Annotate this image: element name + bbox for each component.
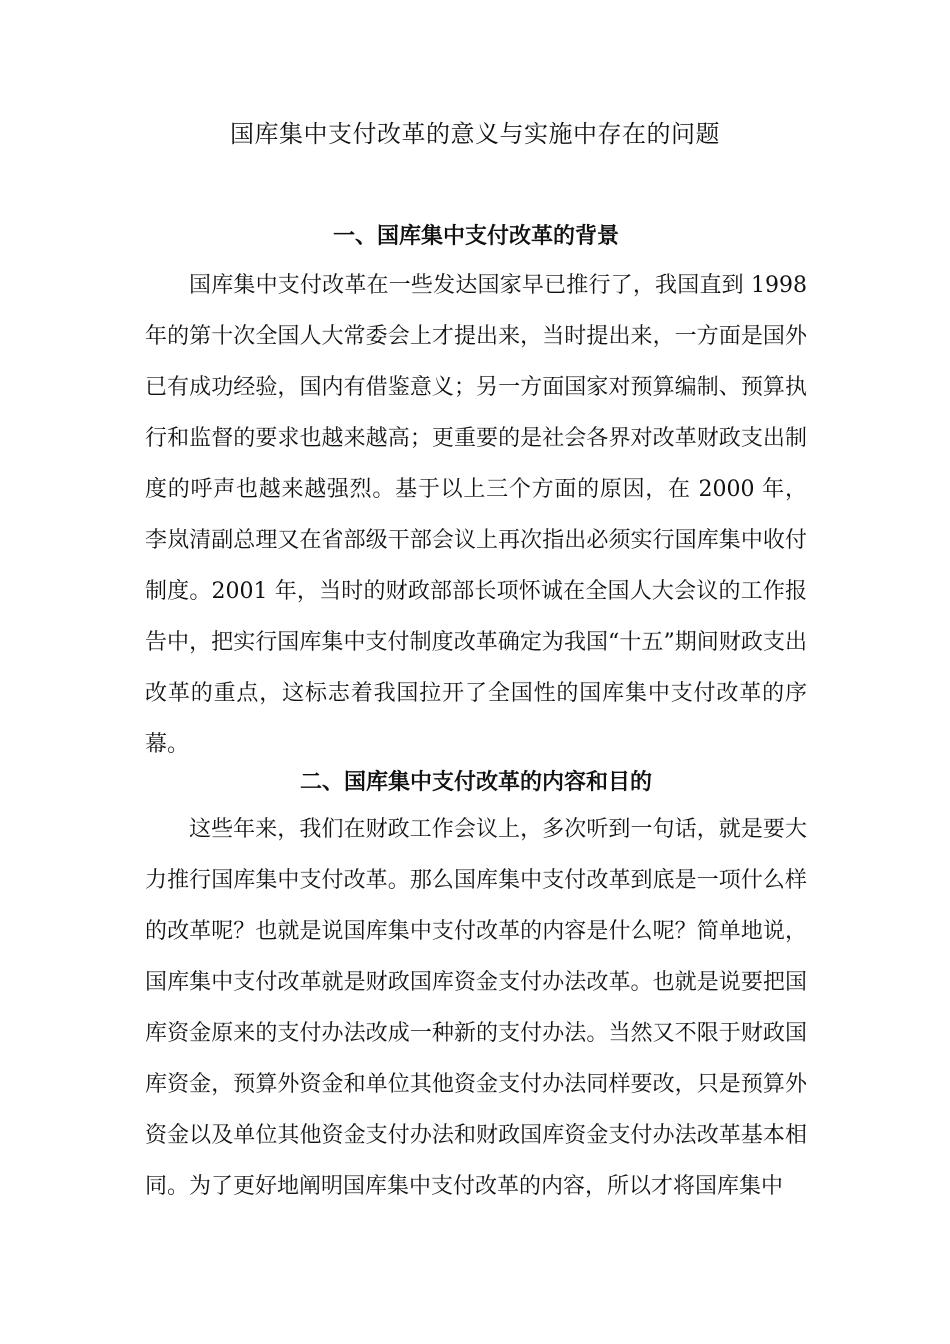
body-paragraph: 国库集中支付改革在一些发达国家早已推行了，我国直到 1998 年的第十次全国人大常委会上才提出来，当时提出来，一方面是国外已有成功经验，国内有借鉴意义；另一方面国家对预算编制、预算执行和监督的要求也越来越高；更重要的是社会各界对改革财政支出制度的呼声也越来越强烈。基于以上三个方面的原因，在 2000 年，李岚清副总理又在省部级干部会议上再次指出必须实行国库集中收付制度。2001 年，当时的财政部部长项怀诚在全国人大会议的工作报告中，把实行国库集中支付制度改革确定为我国“十五”期间财政支出改革的重点，这标志着我国拉开了全国性的国库集中支付改革的序幕。 [145, 273, 807, 757]
section-content-purpose [145, 762, 807, 1212]
body-paragraph: 这些年来，我们在财政工作会议上，多次听到一句话，就是要大力推行国库集中支付改革。那么国库集中支付改革到底是一项什么样的改革呢？也就是说国库集中支付改革的内容是什么呢？简单地说，国库集中支付改革就是财政国库资金支付办法改革。也就是说要把国库资金原来的支付办法改成一种新的支付办法。当然又不限于财政国库资金，预算外资金和单位其他资金支付办法同样要改，只是预算外资金以及单位其他资金支付办法和财政国库资金支付办法改革基本相同。为了更好地阐明国库集中支付改革的内容，所以才将国库集中 [145, 817, 807, 1199]
section-heading: 一、国库集中支付改革的背景 [332, 223, 619, 249]
document-title: 国库集中支付改革的意义与实施中存在的问题 [230, 120, 720, 148]
section-background [145, 216, 807, 770]
section-heading: 二、国库集中支付改革的内容和目的 [299, 769, 652, 795]
